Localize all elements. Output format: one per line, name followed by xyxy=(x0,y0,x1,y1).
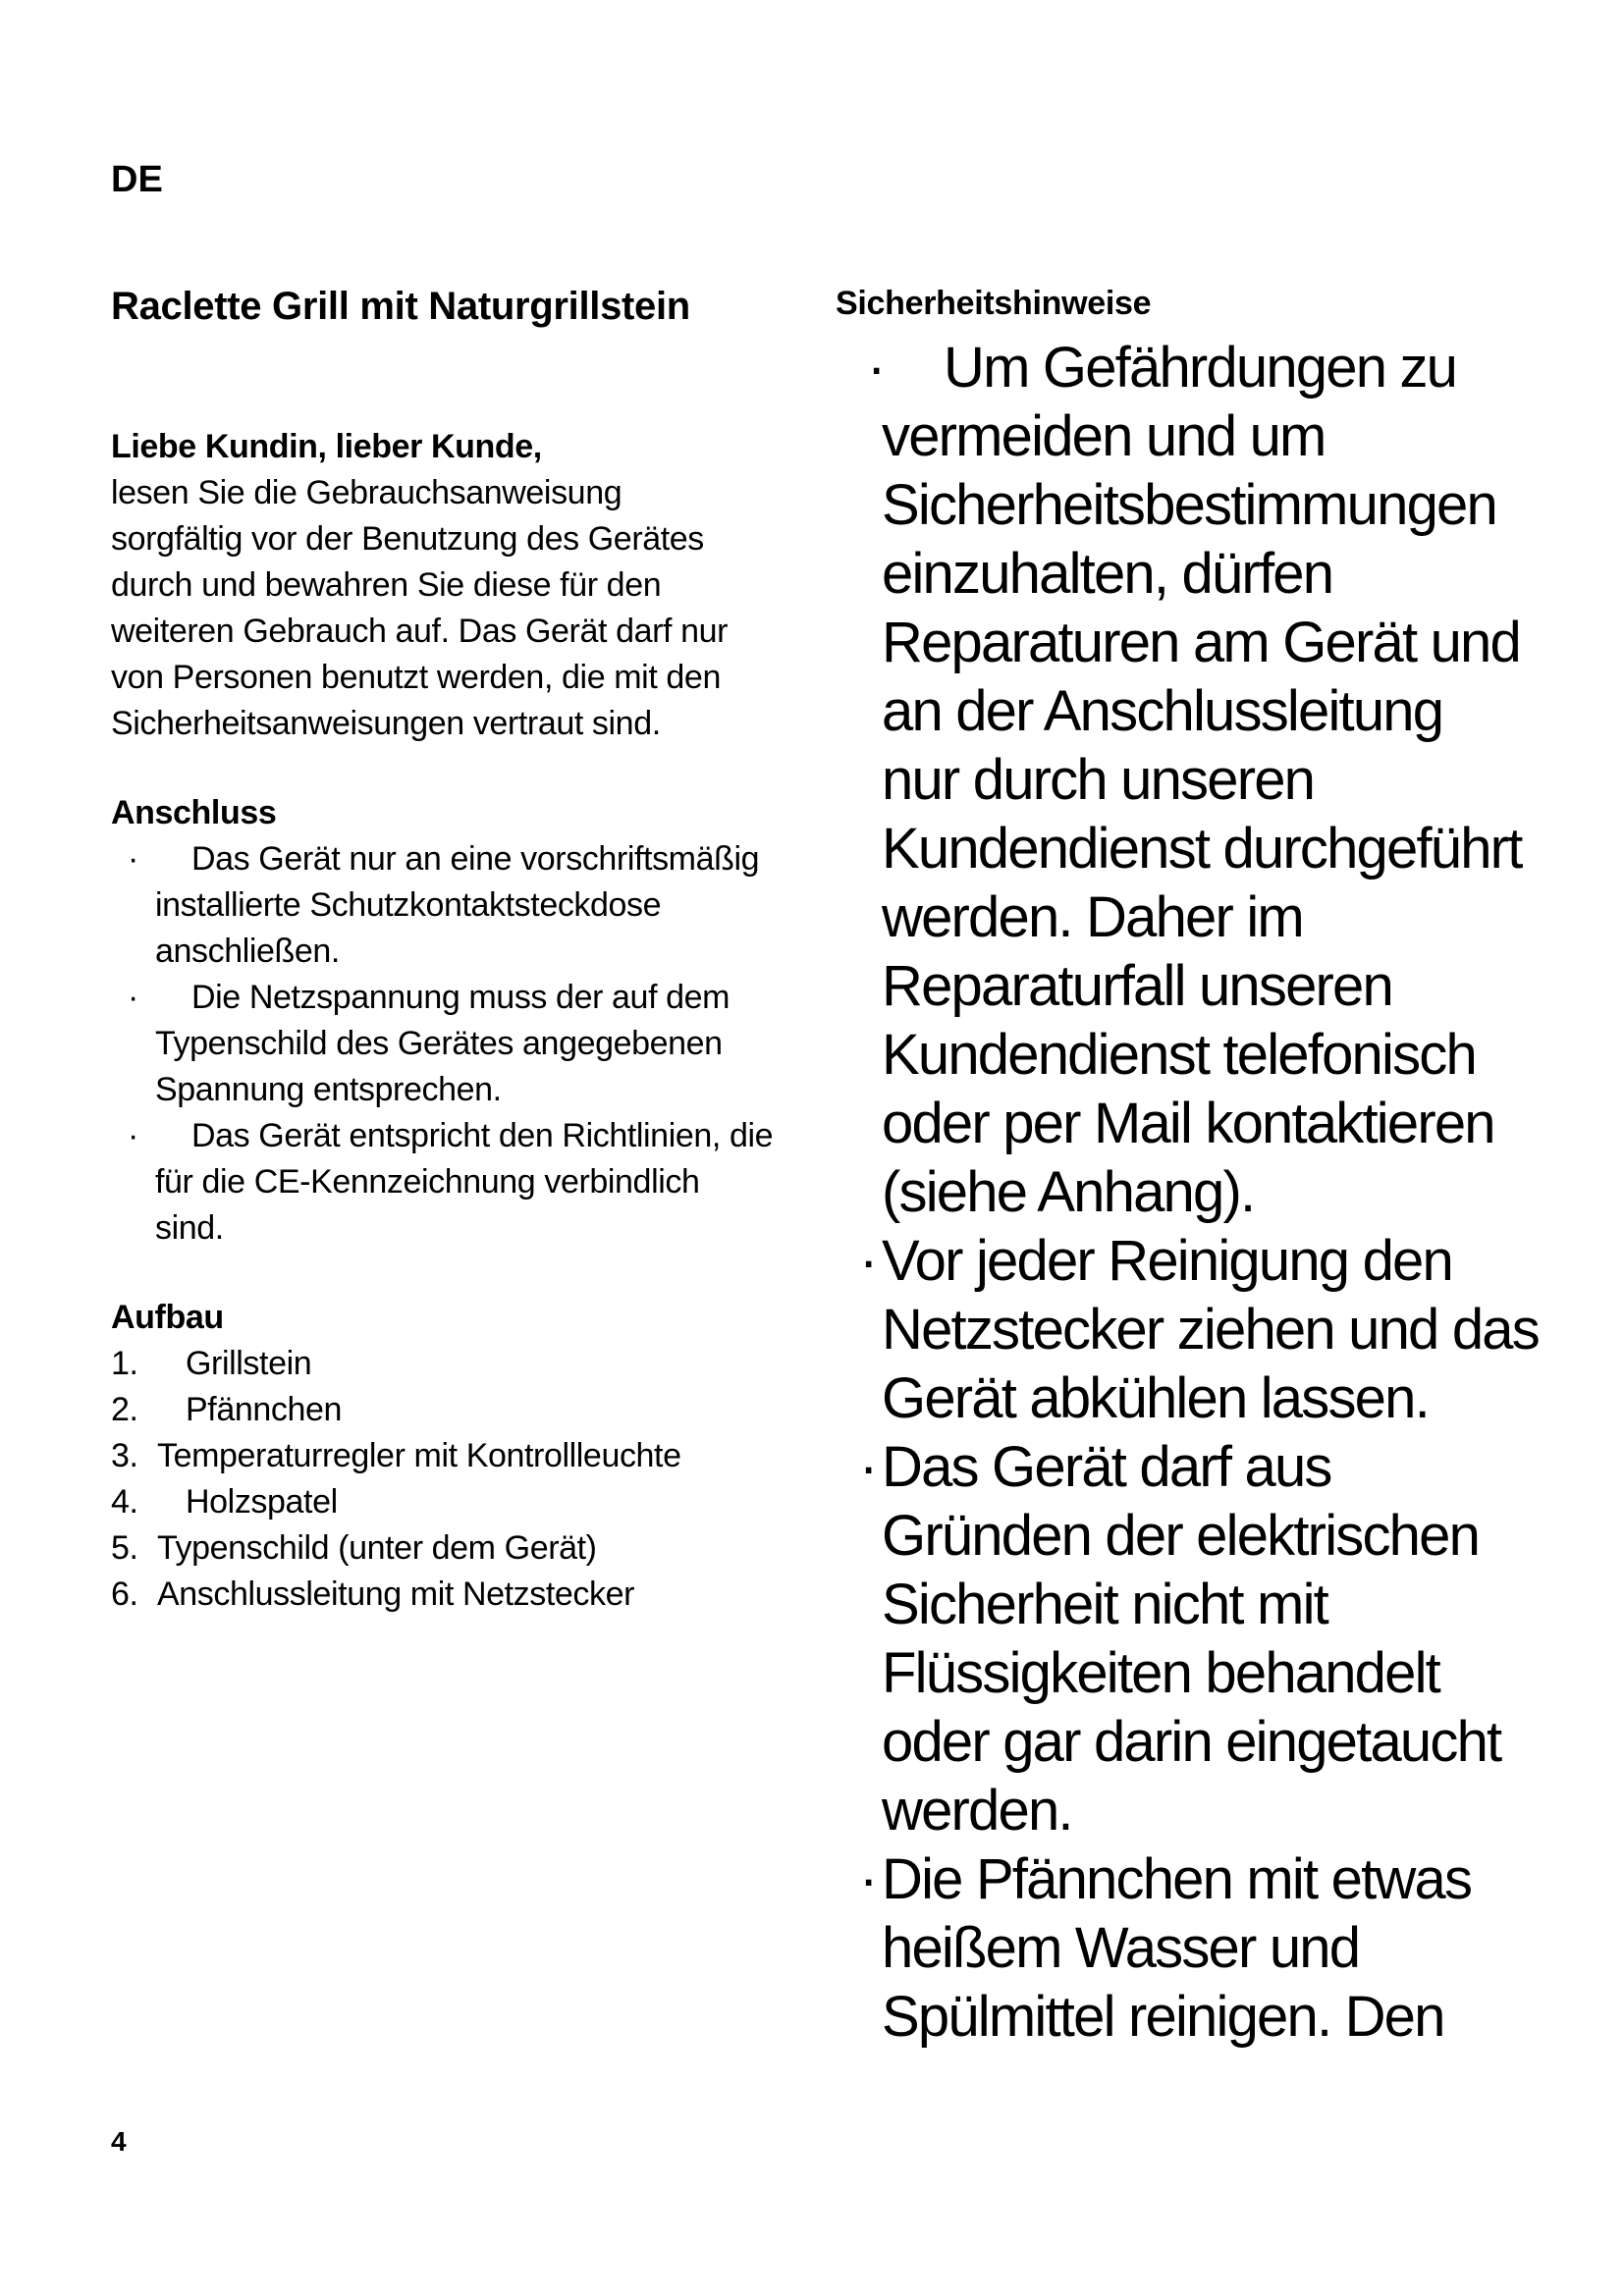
aufbau-item xyxy=(111,1525,838,1572)
item-text: Pfännchen xyxy=(186,1391,342,1428)
bullet-icon: · xyxy=(859,1229,877,1293)
item-number: 4. xyxy=(111,1483,138,1521)
safety-item xyxy=(859,334,1605,1227)
anschluss-item xyxy=(111,1113,838,1252)
anschluss-item xyxy=(111,836,838,975)
bullet-icon: · xyxy=(859,1435,877,1499)
item-text: Anschlussleitung mit Netzstecker xyxy=(157,1575,635,1613)
item-line: anschließen. xyxy=(155,933,340,970)
safety-item xyxy=(859,1845,1605,2052)
item-line: vermeiden und um xyxy=(882,404,1326,468)
page-title: Raclette Grill mit Naturgrillstein xyxy=(111,285,690,328)
item-line: Netzstecker ziehen und das xyxy=(882,1298,1539,1362)
item-line: Gründen der elektrischen xyxy=(882,1504,1480,1568)
item-line: oder per Mail kontaktieren xyxy=(882,1092,1494,1155)
item-line: Sicherheitsbestimmungen xyxy=(882,473,1496,537)
item-line: Kundendienst telefonisch xyxy=(882,1023,1476,1087)
aufbau-item xyxy=(111,1479,838,1525)
item-line: Um Gefährdungen zu xyxy=(944,336,1457,400)
item-line: heißem Wasser und xyxy=(882,1916,1360,1980)
item-line: Flüssigkeiten behandelt xyxy=(882,1641,1439,1705)
anschluss-heading: Anschluss xyxy=(111,794,277,831)
item-line: Die Pfännchen mit etwas xyxy=(882,1847,1472,1911)
item-line: Spülmittel reinigen. Den xyxy=(882,1985,1444,2049)
item-line: (siehe Anhang). xyxy=(882,1160,1255,1224)
aufbau-item xyxy=(111,1341,838,1387)
left-column xyxy=(111,424,838,1618)
item-number: 6. xyxy=(111,1575,138,1613)
item-line: werden. Daher im xyxy=(882,885,1303,949)
greeting-line: sorgfältig vor der Benutzung des Gerätes xyxy=(111,520,704,558)
anschluss-item xyxy=(111,975,838,1113)
item-line: Die Netzspannung muss der auf dem xyxy=(191,979,731,1016)
bullet-icon: · xyxy=(867,336,885,400)
bullet-icon: · xyxy=(128,979,138,1016)
item-line: einzuhalten, dürfen xyxy=(882,542,1333,606)
item-line: Sicherheit nicht mit xyxy=(882,1573,1327,1636)
item-number: 3. xyxy=(111,1437,138,1474)
item-text: Typenschild (unter dem Gerät) xyxy=(157,1529,597,1567)
item-line: Vor jeder Reinigung den xyxy=(882,1229,1452,1293)
aufbau-heading: Aufbau xyxy=(111,1299,224,1336)
item-line: nur durch unseren xyxy=(882,748,1315,812)
safety-heading: Sicherheitshinweise xyxy=(836,285,1152,322)
item-line: Spannung entsprechen. xyxy=(155,1071,502,1108)
item-line: Kundendienst durchgeführt xyxy=(882,817,1522,881)
item-line: oder gar darin eingetaucht xyxy=(882,1710,1501,1774)
item-line: werden. xyxy=(882,1779,1072,1842)
item-text: Grillstein xyxy=(186,1345,312,1382)
greeting-line: lesen Sie die Gebrauchsanweisung xyxy=(111,474,623,511)
item-line: für die CE-Kennzeichnung verbindlich xyxy=(155,1163,700,1201)
greeting-line: Sicherheitsanweisungen vertraut sind. xyxy=(111,705,661,742)
greeting-line: durch und bewahren Sie diese für den xyxy=(111,566,662,604)
item-line: Typenschild des Gerätes angegebenen xyxy=(155,1025,723,1062)
safety-item xyxy=(859,1227,1605,1433)
item-text: Temperaturregler mit Kontrollleuchte xyxy=(157,1437,681,1474)
item-line: installierte Schutzkontaktsteckdose xyxy=(155,886,662,924)
aufbau-section xyxy=(111,1295,838,1618)
item-line: Gerät abkühlen lassen. xyxy=(882,1366,1429,1430)
language-code: DE xyxy=(111,159,163,200)
aufbau-item xyxy=(111,1433,838,1479)
greeting-line: von Personen benutzt werden, die mit den xyxy=(111,659,721,696)
item-number: 2. xyxy=(111,1391,138,1428)
item-line: Reparaturen am Gerät und xyxy=(882,611,1520,674)
item-number: 5. xyxy=(111,1529,138,1567)
item-number: 1. xyxy=(111,1345,138,1382)
greeting-section xyxy=(111,424,838,747)
right-column xyxy=(859,334,1605,2052)
aufbau-item xyxy=(111,1572,838,1618)
anschluss-section xyxy=(111,790,838,1252)
bullet-icon: · xyxy=(128,1117,138,1154)
bullet-icon: · xyxy=(128,840,138,878)
aufbau-item xyxy=(111,1387,838,1433)
item-line: Das Gerät entspricht den Richtlinien, die xyxy=(191,1117,774,1154)
item-line: an der Anschlussleitung xyxy=(882,679,1443,743)
item-line: Reparaturfall unseren xyxy=(882,954,1392,1018)
page-number: 4 xyxy=(111,2126,127,2157)
item-text: Holzspatel xyxy=(186,1483,338,1521)
item-line: sind. xyxy=(155,1209,224,1247)
item-line: Das Gerät nur an eine vorschriftsmäßig xyxy=(191,840,760,878)
bullet-icon: · xyxy=(859,1847,877,1911)
greeting-line: weiteren Gebrauch auf. Das Gerät darf nur xyxy=(111,613,729,650)
greeting-heading: Liebe Kundin, lieber Kunde, xyxy=(111,428,542,465)
item-line: Das Gerät darf aus xyxy=(882,1435,1331,1499)
safety-item xyxy=(859,1433,1605,1845)
